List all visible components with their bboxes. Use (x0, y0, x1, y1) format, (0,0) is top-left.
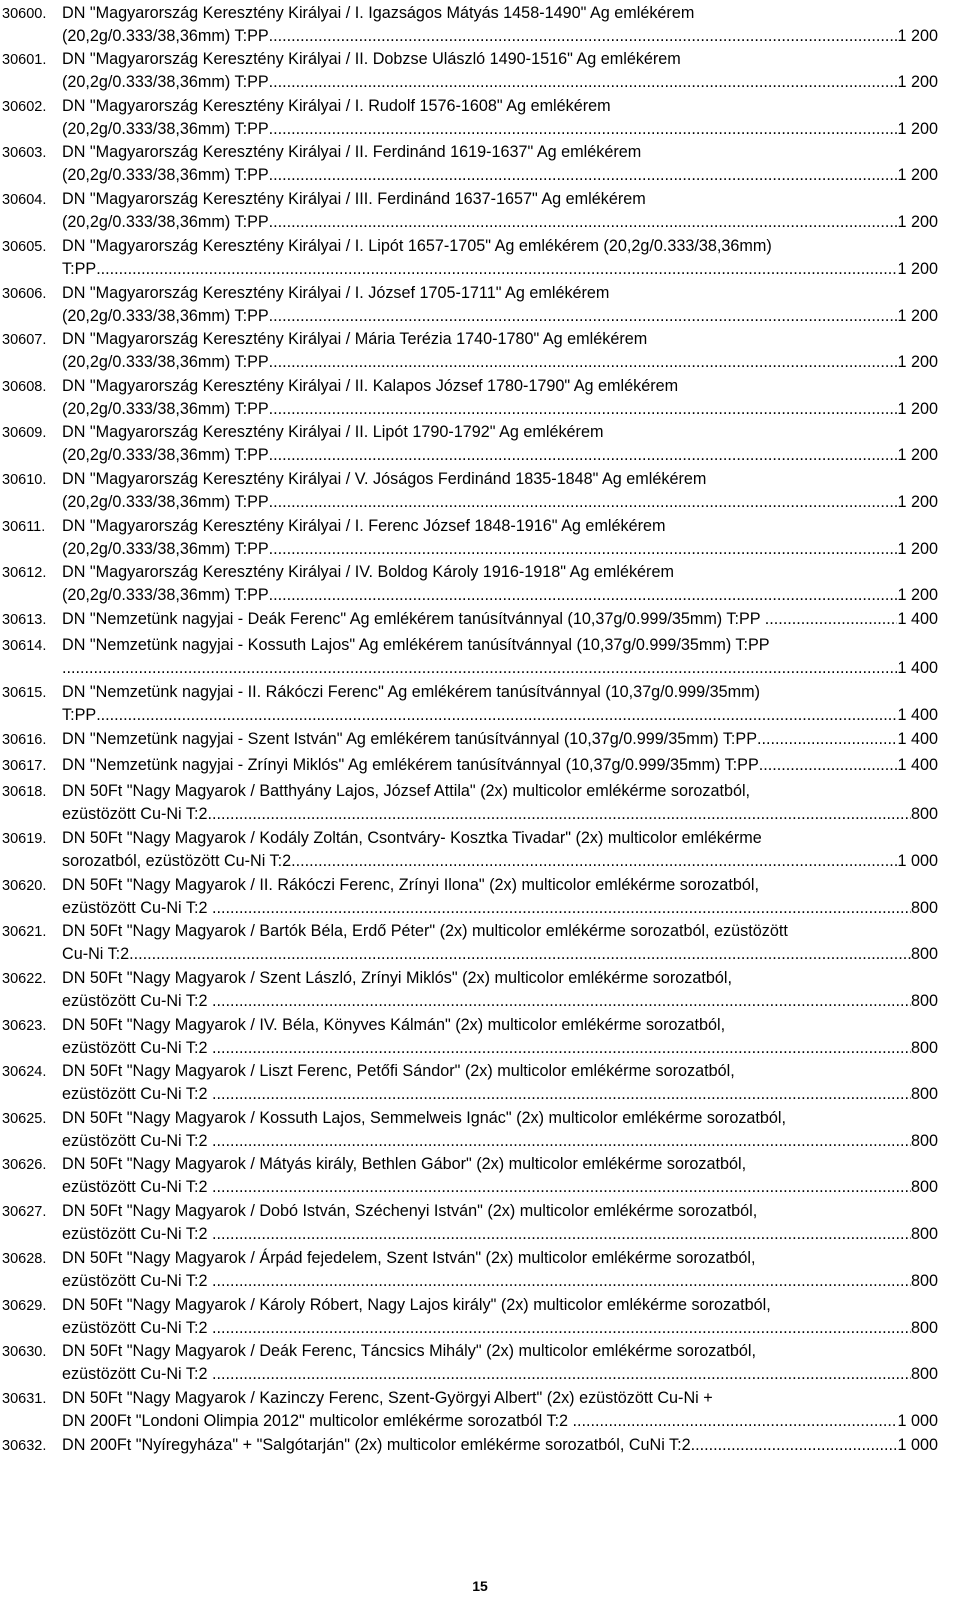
item-price: 1 000 (897, 852, 938, 870)
description-line: DN "Magyarország Keresztény Királyai / III. Ferdinánd 1637-1657" Ag emlékérem (62, 190, 646, 208)
dot-leader (269, 25, 898, 48)
item-number: 30613. (2, 612, 47, 628)
dot-leader (212, 1363, 911, 1386)
item-description (62, 48, 938, 94)
item-price: 800 (910, 992, 938, 1010)
item-price: 1 200 (897, 260, 938, 278)
item-description (62, 754, 938, 777)
item-description (62, 282, 938, 328)
item-description (62, 920, 938, 966)
item-price: 1 000 (897, 1412, 938, 1430)
item-description (62, 1060, 938, 1106)
page-number: 15 (472, 1578, 488, 1594)
item-description (62, 780, 938, 826)
description-line: DN "Magyarország Keresztény Királyai / II. Kalapos József 1780-1790" Ag emlékérem (62, 377, 679, 395)
description-line: DN 50Ft "Nagy Magyarok / Deák Ferenc, Táncsics Mihály" (2x) multicolor emlékérme sorozatból, (62, 1342, 756, 1360)
item-number: 30617. (2, 758, 47, 774)
dot-leader (269, 118, 898, 141)
item-number: 30603. (2, 145, 47, 161)
dot-leader (759, 754, 898, 777)
item-price: 800 (910, 1225, 938, 1243)
dot-leader (269, 398, 898, 421)
dot-leader (212, 1083, 911, 1106)
description-line: ezüstözött Cu-Ni T:2 (62, 1178, 212, 1196)
dot-leader (269, 444, 898, 467)
description-line: (20,2g/0.333/38,36mm) T:PP (62, 586, 269, 604)
item-price: 800 (910, 1178, 938, 1196)
dot-leader (269, 584, 898, 607)
item-number: 30610. (2, 472, 47, 488)
item-number: 30600. (2, 6, 47, 22)
dot-leader (269, 351, 898, 374)
description-line: DN "Magyarország Keresztény Királyai / II. Dobzse Ulászló 1490-1516" Ag emlékérem (62, 50, 681, 68)
item-number: 30611. (2, 519, 46, 535)
description-line: ezüstözött Cu-Ni T:2 (62, 1272, 212, 1290)
item-price: 1 200 (897, 493, 938, 511)
item-price: 800 (910, 899, 938, 917)
item-description (62, 188, 938, 234)
item-price: 800 (910, 1039, 938, 1057)
item-description (62, 95, 938, 141)
item-price: 800 (910, 945, 938, 963)
dot-leader (765, 608, 898, 631)
dot-leader (212, 990, 911, 1013)
item-description (62, 2, 938, 48)
item-number: 30606. (2, 286, 47, 302)
description-line: DN "Magyarország Keresztény Királyai / II. Ferdinánd 1619-1637" Ag emlékérem (62, 143, 642, 161)
description-line: (20,2g/0.333/38,36mm) T:PP (62, 27, 269, 45)
item-description (62, 608, 938, 631)
description-line: DN 50Ft "Nagy Magyarok / Mátyás király, Bethlen Gábor" (2x) multicolor emlékérme sorozatból, (62, 1155, 747, 1173)
item-number: 30615. (2, 685, 47, 701)
description-line: sorozatból, ezüstözött Cu-Ni T:2 (62, 852, 292, 870)
description-line: DN 200Ft "Londoni Olimpia 2012" multicolor emlékérme sorozatból T:2 (62, 1412, 573, 1430)
dot-leader (207, 803, 911, 826)
item-number: 30629. (2, 1298, 47, 1314)
item-number: 30622. (2, 971, 47, 987)
item-number: 30602. (2, 99, 47, 115)
item-description (62, 827, 938, 873)
item-price: 800 (910, 1085, 938, 1103)
description-line: (20,2g/0.333/38,36mm) T:PP (62, 307, 269, 325)
item-price: 1 200 (897, 400, 938, 418)
description-line: DN "Nemzetünk nagyjai - Zrínyi Miklós" Ag emlékérem tanúsítvánnyal (10,37g/0.999/35mm) T:PP (62, 756, 759, 774)
dot-leader (269, 305, 898, 328)
dot-leader (96, 258, 897, 281)
description-line: DN "Magyarország Keresztény Királyai / Mária Terézia 1740-1780" Ag emlékérem (62, 330, 648, 348)
item-price: 800 (910, 1365, 938, 1383)
item-description (62, 1014, 938, 1060)
item-description (62, 328, 938, 374)
item-price: 1 200 (897, 353, 938, 371)
item-description (62, 1153, 938, 1199)
description-line: DN 50Ft "Nagy Magyarok / IV. Béla, Könyves Kálmán" (2x) multicolor emlékérme sorozatból, (62, 1016, 726, 1034)
item-number: 30618. (2, 784, 47, 800)
dot-leader (269, 71, 898, 94)
description-line: DN 200Ft "Nyíregyháza" + "Salgótarján" (2x) multicolor emlékérme sorozatból, CuNi T:2 (62, 1436, 691, 1454)
description-line: ezüstözött Cu-Ni T:2 (62, 805, 208, 823)
dot-leader (269, 164, 898, 187)
description-line: DN 50Ft "Nagy Magyarok / Árpád fejedelem, Szent István" (2x) multicolor emlékérme sorozatból, (62, 1249, 756, 1267)
description-line: DN "Nemzetünk nagyjai - Deák Ferenc" Ag emlékérem tanúsítvánnyal (10,37g/0.999/35mm) T:PP (62, 610, 765, 628)
description-line: DN "Magyarország Keresztény Királyai / V. Jóságos Ferdinánd 1835-1848" Ag emlékérem (62, 470, 707, 488)
item-price: 1 200 (897, 446, 938, 464)
description-line: (20,2g/0.333/38,36mm) T:PP (62, 446, 269, 464)
description-line: DN "Magyarország Keresztény Királyai / I. Igazságos Mátyás 1458-1490" Ag emlékérem (62, 4, 695, 22)
item-description (62, 967, 938, 1013)
item-price: 1 400 (897, 730, 938, 748)
description-line: (20,2g/0.333/38,36mm) T:PP (62, 400, 269, 418)
dot-leader (212, 1130, 911, 1153)
item-description (62, 141, 938, 187)
description-line: DN "Nemzetünk nagyjai - Szent István" Ag emlékérem tanúsítvánnyal (10,37g/0.999/35mm) T:PP (62, 730, 758, 748)
item-price: 1 200 (897, 166, 938, 184)
item-price: 1 400 (897, 756, 938, 774)
description-line: ezüstözött Cu-Ni T:2 (62, 1319, 212, 1337)
dot-leader (573, 1410, 898, 1433)
item-price: 1 200 (897, 27, 938, 45)
description-line: (20,2g/0.333/38,36mm) T:PP (62, 493, 269, 511)
description-line: DN "Magyarország Keresztény Királyai / I. Ferenc József 1848-1916" Ag emlékérem (62, 517, 666, 535)
description-line: DN 50Ft "Nagy Magyarok / Szent László, Zrínyi Miklós" (2x) multicolor emlékérme sorozatból, (62, 969, 732, 987)
item-price: 1 200 (897, 73, 938, 91)
item-number: 30627. (2, 1204, 47, 1220)
dot-leader (291, 850, 897, 873)
description-line: DN "Magyarország Keresztény Királyai / I. Lipót 1657-1705" Ag emlékérem (20,2g/0.333/38,36mm) (62, 237, 772, 255)
description-line: DN 50Ft "Nagy Magyarok / Dobó István, Széchenyi István" (2x) multicolor emlékérme sorozatból, (62, 1202, 758, 1220)
item-description (62, 1200, 938, 1246)
description-line: DN "Magyarország Keresztény Királyai / I. Rudolf 1576-1608" Ag emlékérem (62, 97, 611, 115)
description-line: Cu-Ni T:2 (62, 945, 130, 963)
dot-leader (269, 491, 898, 514)
item-price: 800 (910, 1272, 938, 1290)
dot-leader (269, 211, 898, 234)
description-line: DN 50Ft "Nagy Magyarok / Batthyány Lajos, József Attila" (2x) multicolor emlékérme sorozatból, (62, 782, 751, 800)
item-description (62, 515, 938, 561)
item-price: 1 200 (897, 586, 938, 604)
item-price: 1 200 (897, 213, 938, 231)
description-line: ezüstözött Cu-Ni T:2 (62, 899, 212, 917)
item-number: 30609. (2, 425, 47, 441)
item-number: 30614. (2, 638, 47, 654)
item-description (62, 874, 938, 920)
item-description (62, 1107, 938, 1153)
item-number: 30604. (2, 192, 47, 208)
description-line: DN "Magyarország Keresztény Királyai / II. Lipót 1790-1792" Ag emlékérem (62, 423, 604, 441)
item-price: 1 000 (897, 1436, 938, 1454)
description-line: ezüstözött Cu-Ni T:2 (62, 1039, 212, 1057)
description-line: DN "Magyarország Keresztény Királyai / IV. Boldog Károly 1916-1918" Ag emlékérem (62, 563, 674, 581)
description-line: T:PP (62, 260, 97, 278)
item-description (62, 1434, 938, 1457)
item-number: 30623. (2, 1018, 47, 1034)
description-line: (20,2g/0.333/38,36mm) T:PP (62, 353, 269, 371)
item-number: 30612. (2, 565, 47, 581)
item-price: 1 200 (897, 307, 938, 325)
item-description (62, 1340, 938, 1386)
dot-leader (212, 897, 911, 920)
dot-leader (757, 728, 897, 751)
item-price: 1 200 (897, 540, 938, 558)
description-line: ezüstözött Cu-Ni T:2 (62, 1225, 212, 1243)
dot-leader (129, 943, 911, 966)
item-number: 30632. (2, 1438, 47, 1454)
description-line: ezüstözött Cu-Ni T:2 (62, 992, 212, 1010)
dot-leader (212, 1037, 911, 1060)
item-number: 30626. (2, 1157, 47, 1173)
item-description (62, 1247, 938, 1293)
item-price: 1 400 (897, 706, 938, 724)
item-number: 30621. (2, 924, 47, 940)
item-number: 30631. (2, 1391, 47, 1407)
description-line: DN 50Ft "Nagy Magyarok / Kodály Zoltán, Csontváry- Kosztka Tivadar" (2x) multicolor emlékérme (62, 829, 762, 847)
description-line: DN 50Ft "Nagy Magyarok / Károly Róbert, Nagy Lajos király" (2x) multicolor emlékérme sorozatból, (62, 1296, 771, 1314)
item-description (62, 421, 938, 467)
item-number: 30607. (2, 332, 47, 348)
description-line: T:PP (62, 706, 97, 724)
item-number: 30630. (2, 1344, 47, 1360)
item-description (62, 375, 938, 421)
description-line: ezüstözött Cu-Ni T:2 (62, 1132, 212, 1150)
item-number: 30619. (2, 831, 47, 847)
dot-leader (212, 1176, 911, 1199)
description-line: DN "Magyarország Keresztény Királyai / I. József 1705-1711" Ag emlékérem (62, 284, 610, 302)
item-number: 30624. (2, 1064, 47, 1080)
item-number: 30601. (2, 52, 47, 68)
item-description (62, 468, 938, 514)
description-line: DN 50Ft "Nagy Magyarok / Kazinczy Ferenc, Szent-Györgyi Albert" (2x) ezüstözött Cu-Ni + (62, 1389, 713, 1407)
item-description (62, 1387, 938, 1433)
dot-leader (269, 538, 898, 561)
dot-leader (96, 704, 897, 727)
item-description (62, 728, 938, 751)
item-number: 30628. (2, 1251, 47, 1267)
item-description (62, 561, 938, 607)
item-price: 800 (910, 1132, 938, 1150)
item-number: 30616. (2, 732, 47, 748)
description-line: ezüstözött Cu-Ni T:2 (62, 1365, 212, 1383)
description-line: DN 50Ft "Nagy Magyarok / Liszt Ferenc, Petőfi Sándor" (2x) multicolor emlékérme sorozatból, (62, 1062, 735, 1080)
description-line: (20,2g/0.333/38,36mm) T:PP (62, 213, 269, 231)
dot-leader (212, 1317, 911, 1340)
item-description (62, 235, 938, 281)
dot-leader (212, 1270, 911, 1293)
dot-leader (691, 1434, 898, 1457)
description-line: DN "Nemzetünk nagyjai - Kossuth Lajos" Ag emlékérem tanúsítvánnyal (10,37g/0.999/35mm) T:PP (62, 636, 770, 654)
item-number: 30625. (2, 1111, 47, 1127)
item-description (62, 681, 938, 727)
item-number: 30605. (2, 239, 47, 255)
description-line: (20,2g/0.333/38,36mm) T:PP (62, 166, 269, 184)
description-line: (20,2g/0.333/38,36mm) T:PP (62, 73, 269, 91)
item-description (62, 634, 938, 680)
dot-leader (62, 657, 897, 680)
description-line: (20,2g/0.333/38,36mm) T:PP (62, 120, 269, 138)
description-line: ezüstözött Cu-Ni T:2 (62, 1085, 212, 1103)
item-number: 30608. (2, 379, 47, 395)
item-price: 1 200 (897, 120, 938, 138)
description-line: (20,2g/0.333/38,36mm) T:PP (62, 540, 269, 558)
description-line: DN 50Ft "Nagy Magyarok / II. Rákóczi Ferenc, Zrínyi Ilona" (2x) multicolor emlékérme sorozatból, (62, 876, 759, 894)
description-line: DN 50Ft "Nagy Magyarok / Bartók Béla, Erdő Péter" (2x) multicolor emlékérme sorozatból, ezüstözött (62, 922, 788, 940)
item-description (62, 1294, 938, 1340)
item-price: 800 (910, 805, 938, 823)
item-price: 1 400 (897, 610, 938, 628)
description-line: DN 50Ft "Nagy Magyarok / Kossuth Lajos, Semmelweis Ignác" (2x) multicolor emlékérme sorozatból, (62, 1109, 787, 1127)
item-price: 1 400 (897, 659, 938, 677)
item-number: 30620. (2, 878, 47, 894)
description-line: DN "Nemzetünk nagyjai - II. Rákóczi Ferenc" Ag emlékérem tanúsítvánnyal (10,37g/0.999/35mm) (62, 683, 760, 701)
item-price: 800 (910, 1319, 938, 1337)
dot-leader (212, 1223, 911, 1246)
